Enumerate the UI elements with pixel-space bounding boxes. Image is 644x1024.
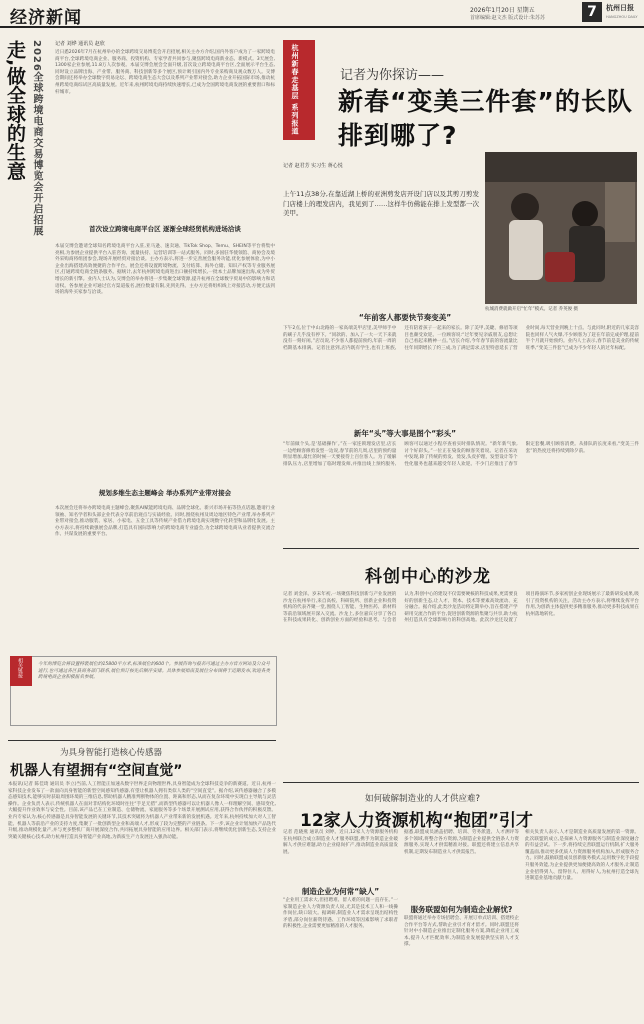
- series-tag-label: 杭州新春走基层 系列报道: [291, 44, 299, 136]
- hr-article-kicker: 如何破解制造业的人才供应难?: [365, 794, 481, 804]
- divider-right-1: [283, 548, 639, 549]
- ai-article-body: 本报讯(记者 陈佳琦 通讯员 李立)当前,人工智能正加速从数字世界走向物理世界,具身智能成为全球科技竞争的新赛道。近日,杭州一家科技企业发布了一款面向具身智能的新型空间感知传感器,有望让机器人拥有类似人类的“空间直觉”。据介绍,该传感器融合了多模态感知技术,能够实时获取周围环境的三维信息,帮助机器人精准判断物体的位置、距离和形态,从而在复杂环境中实现自主导航与灵活操作。企业负责人表示,传统机器人在面对非结构化环境时往往“手足无措”,而新型传感器可以让机器人像人一样理解空间、感知变化,大幅提升作业效率与安全性。目前,该产品已在工业制造、仓储物流、家庭服务等多个场景开展测试应用,获得合作伙伴的积极反馈。业内专家认为,核心传感器是具身智能发展的关键环节,其技术突破将为机器人产业带来新的发展机遇。近年来,杭州持续加大对人工智能、机器人等前沿产业的支持力度,集聚了一批创新型企业和高端人才,形成了较为完整的产业链条。下一步,该企业计划加快产品迭代升级,推动规模化量产,并与更多整机厂商开展深度合作,共同拓展具身智能的应用边界。相关部门表示,将继续优化创新生态,支持企业突破关键核心技术,助力杭州打造具身智能产业高地,为新质生产力发展注入强劲动能。: [8, 782, 276, 840]
- editor-line: 首席编辑:赵文杰 版式设计:朱苏苏: [470, 15, 545, 21]
- hr-subhead-1: 制造企业为何常“缺人”: [301, 887, 380, 896]
- right-article-body-1: 下午2点,位于中山北路的一家高端美甲店里,美甲师手中的刷子几乎没有停下。“同款的、加入了一大一天下来就没有一刻好闲。”店员说,不少客人都提前预约,年前一周的档期基本排满。记者注意到,店内既有学生,也有上班族,还有陪着孩子一起来的家长。除了美甲,美睫、修眉等项目也颇受欢迎。一位顾客说:“过年要见亲戚朋友,总想让自己看起来精神一点。”店长介绍,今年春节前的客流量比往年同期增长了约三成,为了满足需求,店里特意延长了营业时间,每天营业到晚上十点。与此同时,附近的几家美容院也同样人气火爆,不少顾客为了赶在年前完成护理,提前半个月就开始预约。业内人士表示,春节前是美业的传统旺季,“变美三件套”已成为不少年轻人的过年标配。: [283, 326, 639, 351]
- left-article-body-2: 本届交博会邀请全球知名跨境电商平台入驻,亚马逊、速卖通、TikTok Shop、Temu、SHEIN等平台将集中亮相,为参展企业提供平台入驻咨询、流量扶持、运营培训等一站式服务。同时,多国驻华使领馆、商协会及境外采购商将组团参会,现场开展经贸对接洽谈。主办方表示,将进一步完善展会服务功能,优化参展体验,为中小企业出海搭建高效便捷的合作平台。展会还将设置跨境物流、支付结算、海外仓储、知识产权等专业服务展区,打通跨境电商全链条服务。据统计,去年杭州跨境电商进出口额持续增长,一批本土品牌加速出海,成为外贸增长的新引擎。业内人士认为,交博会的举办将进一步集聚全球资源,提升杭州在全球数字贸易中的影响力和话语权。各参展企业可通过官方渠道报名,展位数量有限,先到先得。主办方还将组织线上对接活动,方便无法到场的海外买家参与洽谈。: [55, 244, 275, 296]
- divider-right-2: [283, 782, 639, 783]
- sci-article-title: 科创中心的沙龙: [365, 567, 491, 587]
- left-subhead-1: 首次设立跨境电商平台区 逐渐全球经贸机构进场洽谈: [89, 225, 241, 233]
- related-links-label: 相关链接: [17, 658, 23, 678]
- date-line: 2026年1月20日 星期五: [470, 7, 535, 14]
- article-lead: 上午11点38分,在靠近湖上桥的亚洲剪发店开设门店以及其剪刀剪发门店楼上的理发店内，我见到了……这样牛仿佛能在排上发型都一次美甲。: [283, 190, 479, 217]
- right-subhead-2: 新年“头”等大事是图个“彩头”: [353, 429, 457, 438]
- section-name: 经济新闻: [10, 8, 82, 28]
- article-kicker: 记者为你探访——: [340, 68, 445, 83]
- article-title-line2: 排到哪了?: [338, 121, 458, 150]
- hr-article-body-1: 记者 范晓燕 通讯员 刘婷。近日,12家人力资源服务机构在杭州联合成立制造业人才服务联盟,携手为制造企业破解人才供应难题,助力企业稳岗扩产,推动制造业高质量发展。: [283, 830, 398, 855]
- hr-article-body-2: “企业用工需求大,但招聘难、留人难的问题一直存在。”一家制造企业人力资源负责人说,尤其是技术工人和一线操作岗位,缺口较大。据调研,制造业人才需求呈现出结构性矛盾,部分岗位薪资待遇、工作环境等因素影响了求职者的积极性,企业需要更加精准的人才服务。: [283, 898, 398, 930]
- hr-article-body-3: 据悉,联盟成员涵盖招聘、培训、劳务派遣、人才测评等多个领域,将整合各方资源,为制造企业提供全链条人力资源服务,实现人才供需精准对接。联盟还将建立信息共享机制,定期发布制造业人才供需报告。: [404, 830, 519, 855]
- article-byline: 记者 赵君芳 实习生 蒋心悦: [283, 163, 343, 169]
- salon-photo: [485, 152, 637, 304]
- masthead: [0, 0, 644, 28]
- related-links-body: 今年的博览会将设置特装展位约15800平方米,标准展位约600个。参展咨询与报名可通过主办方官方网站及公众号进行,也可通过各区县商务部门联系,展位预订按先后顺序安排。具体参展指南及展位分布图将于近期发布,欢迎各类跨境电商企业积极报名参展。: [38, 662, 270, 681]
- photo-caption: 杭城消费就做开启“忙年”模式。记者 乔英俊 摄: [485, 307, 579, 312]
- right-subhead-1: “年前客人都要快节奏变美”: [358, 313, 452, 322]
- hr-article-body-5: 相关负责人表示,人才是制造业高质量发展的第一资源。此次联盟的成立,是探索人力资源服务与制造业深度融合的有益尝试。下一步,将持续完善联盟运行机制,扩大服务覆盖面,推动更多优质人力资源服务机构加入,形成服务合力。同时,鼓励联盟成员创新服务模式,运用数字化手段提升服务效能,为企业提供更加便捷高效的人才服务,让制造企业招得到人、留得住人、用得好人,为杭州打造全球先进制造业基地贡献力量。: [525, 830, 639, 882]
- hr-article-body-4: 联盟将通过举办专场招聘会、开展订单式培训、搭建校企合作平台等方式,帮助企业引才育才留才。同时,联盟还将针对中小制造企业推出定制化服务方案,降低企业用工成本,提升人才匹配效率,为制造业发展提供坚实的人才支撑。: [404, 916, 519, 948]
- sci-article-body: 记者 刘金泽。岁末年初,一场聚焦科技创新与产业发展的沙龙在杭州举行,来自高校、科研院所、创新企业和投资机构的代表齐聚一堂,围绕人工智能、生物医药、新材料等前沿领域展开深入交流。沙龙上,多位嘉宾分享了各自在科技成果转化、创新创业方面的经验和思考。与会者认为,科创中心的建设不仅需要硬核的科技成果,更需要良好的创新生态,让人才、资本、技术等要素高效流动、充分融合。据介绍,此类沙龙活动将定期举办,旨在搭建产学研用交流合作的平台,促进创新资源的集聚与共享,助力杭州打造具有全球影响力的科创高地。此次沙龙还设置了项目路演环节,多家初创企业现场展示了最新研发成果,吸引了投资机构的关注。活动主办方表示,将继续发挥平台作用,为创新主体提供更多精准服务,推动更多科技成果在杭州落地转化。: [283, 592, 639, 624]
- page-number: 7: [582, 2, 602, 22]
- left-article-title: 走,做全球的生意: [4, 40, 26, 181]
- paper-name-en: HANGZHOU DAILY: [606, 15, 638, 19]
- paper-name: 杭州日报: [606, 4, 634, 12]
- divider-left-1: [8, 740, 276, 741]
- left-article-body-1: 近日悉2026年7月在杭州举办的全球跨境交易博览会开启招展,相关主办方介绍,国内外客户成为了一家跨境电商平台,全球跨境电商企业、服务商、投资机构、专家学者共同参与,聚焦跨境电商新业态、新模式。3天展会,1300家企业参展,11.8万人次参观。本届交博会展会全面升级,首次设立跨境电商平台区,全面展示平台生态,同时设立品牌出海、产业带、服务商、科技创新等多个展区,预计吸引国内外专业采购商及观众数万人。交博会期间还将举办全球数字贸易论坛、跨境电商生态大会以及系列产业带对接会,助力企业开拓国际市场,推动杭州跨境电商综试区高质量发展。近年来,杭州跨境电商持续快速增长,已成为全国跨境电商发展的重要窗口和标杆城市。: [55, 50, 275, 95]
- hr-subhead-2: 服务联盟如何为制造企业解忧?: [410, 905, 513, 914]
- ai-article-kicker: 为具身智能打造核心传感器: [60, 748, 163, 758]
- left-article-byline: 记者 刘烨 通讯员 赵欣: [55, 41, 105, 47]
- ai-article-title: 机器人有望拥有“空间直觉”: [10, 763, 183, 779]
- salon-photo-illustration: [485, 152, 637, 304]
- left-subhead-2: 规划多维生态主题峰会 举办系列产业带对接会: [98, 489, 232, 497]
- right-article-body-2: “年前做个头,是‘基础操作’。”在一家连锁理发店里,店长一边给顾客修剪发型一边说,春节前的几周,店里的预约量明显增加,最忙的时候一天要接待上百位客人。为了缓解排队压力,店里增加了临时理发师,并推出线上预约服务,顾客可以通过小程序查看实时排队情况。“新年新气象,讨个好彩头。”一位正在染发的顾客笑着说。记者在采访中发现,除了传统的剪发、烫发,头皮护理、发型设计等个性化服务也越来越受年轻人欢迎。不少门店推出了春节限定套餐,吸引顾客消费。从排队的长度来看,“变美三件套”的热度还将持续到除夕前。: [283, 442, 639, 467]
- hr-article-title: 12家人力资源机构“抱团”引才: [300, 811, 534, 831]
- article-title-line1: 新春“变美三件套”的长队: [338, 87, 633, 116]
- left-article-body-3: 本次展会还将举办跨境电商主题峰会,聚焦AI赋能跨境电商、品牌全球化、新兴市场开拓等热点话题,邀请行业领袖、知名学者和头部企业代表分享前沿观点与实战经验。同时,围绕杭州及周边地区特色产业带,举办系列产业带对接会,推动服装、家居、小家电、五金工具等传统产业借力跨境电商实现数字化转型和品牌化发展。主办方表示,将持续做强展会品牌,打造具有国际影响力的跨境电商专业盛会,为全球跨境电商从业者提供交流合作、共谋发展的重要平台。: [55, 506, 275, 538]
- left-article-subtitle: 2026全球跨境电商交易博览会开启招展: [31, 40, 42, 237]
